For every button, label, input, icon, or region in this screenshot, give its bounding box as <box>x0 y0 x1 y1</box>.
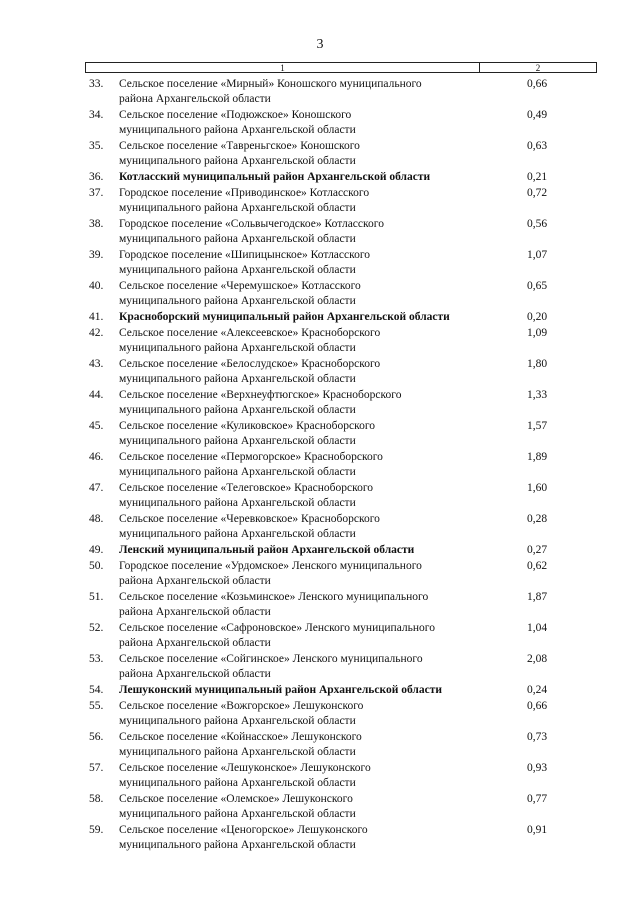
column-header-1: 1 <box>86 63 480 72</box>
row-value: 1,57 <box>527 420 548 432</box>
row-value: 0,66 <box>527 78 548 90</box>
row-value: 0,91 <box>527 824 548 836</box>
table-row <box>85 699 597 730</box>
row-value: 0,20 <box>527 311 548 323</box>
table-row <box>85 792 597 823</box>
table-row <box>85 450 597 481</box>
table-row <box>85 388 597 419</box>
column-header-2: 2 <box>535 63 541 73</box>
row-number: 40. <box>89 280 104 292</box>
row-name: Сельское поселение «Тавреньгское» Коношского муниципального района Архангельской области <box>119 140 360 167</box>
row-name: Сельское поселение «Сойгинское» Ленского муниципального района Архангельской области <box>119 653 423 680</box>
table-row <box>85 419 597 450</box>
table-row <box>85 186 597 217</box>
row-value: 0,62 <box>527 560 548 572</box>
row-name: Сельское поселение «Черевковское» Красноборского муниципального района Архангельской области <box>119 513 380 540</box>
row-name: Сельское поселение «Верхнеуфтюгское» Красноборского муниципального района Архангельской области <box>119 389 402 416</box>
row-name: Сельское поселение «Алексеевское» Красноборского муниципального района Архангельской области <box>119 327 381 354</box>
page-number: 3 <box>316 37 324 52</box>
row-value: 1,33 <box>527 389 548 401</box>
row-number: 39. <box>89 249 104 261</box>
row-name: Ленский муниципальный район Архангельской области <box>119 544 415 556</box>
row-value: 0,27 <box>527 544 548 556</box>
row-name: Сельское поселение «Подюжское» Коношского муниципального района Архангельской области <box>119 109 356 136</box>
row-number: 34. <box>89 109 104 121</box>
row-number: 46. <box>89 451 104 463</box>
table-row <box>85 357 597 388</box>
table-row <box>85 823 597 854</box>
row-name: Сельское поселение «Белослудское» Красноборского муниципального района Архангельской области <box>119 358 381 385</box>
row-number: 52. <box>89 622 104 634</box>
row-value: 1,04 <box>527 622 548 634</box>
row-number: 55. <box>89 700 104 712</box>
table-row <box>85 279 597 310</box>
table-row <box>85 139 597 170</box>
row-number: 57. <box>89 762 104 774</box>
row-number: 41. <box>89 311 104 323</box>
table-row <box>85 326 597 357</box>
row-number: 51. <box>89 591 104 603</box>
row-name: Городское поселение «Урдомское» Ленского муниципального района Архангельской области <box>119 560 422 587</box>
table-row <box>85 761 597 792</box>
row-number: 53. <box>89 653 104 665</box>
row-value: 1,09 <box>527 327 548 339</box>
row-value: 0,21 <box>527 171 548 183</box>
row-value: 0,66 <box>527 700 548 712</box>
row-number: 45. <box>89 420 104 432</box>
row-value: 0,56 <box>527 218 548 230</box>
table-row <box>85 559 597 590</box>
row-number: 42. <box>89 327 104 339</box>
row-value: 1,80 <box>527 358 548 370</box>
row-number: 33. <box>89 78 104 90</box>
row-value: 0,77 <box>527 793 548 805</box>
row-value: 0,49 <box>527 109 548 121</box>
row-name: Лешуконский муниципальный район Архангельской области <box>119 684 442 696</box>
row-name: Городское поселение «Сольвычегодское» Котласского муниципального района Архангельской области <box>119 218 384 245</box>
row-name: Сельское поселение «Куликовское» Красноборского муниципального района Архангельской области <box>119 420 376 447</box>
row-value: 1,60 <box>527 482 548 494</box>
row-number: 50. <box>89 560 104 572</box>
table-header <box>85 62 597 73</box>
row-name: Сельское поселение «Ценогорское» Лешуконского муниципального района Архангельской области <box>119 824 368 851</box>
row-value: 0,73 <box>527 731 548 743</box>
row-name: Сельское поселение «Черемушское» Котласского муниципального района Архангельской области <box>119 280 361 307</box>
row-number: 38. <box>89 218 104 230</box>
row-name: Сельское поселение «Вожгорское» Лешуконского муниципального района Архангельской области <box>119 700 364 727</box>
row-number: 35. <box>89 140 104 152</box>
row-value: 1,89 <box>527 451 548 463</box>
table-row <box>85 512 597 543</box>
row-number: 36. <box>89 171 104 183</box>
table-row <box>85 652 597 683</box>
row-number: 54. <box>89 684 104 696</box>
table-row <box>85 590 597 621</box>
row-value: 0,28 <box>527 513 548 525</box>
table-row <box>85 108 597 139</box>
row-value: 0,65 <box>527 280 548 292</box>
row-number: 43. <box>89 358 104 370</box>
row-name: Сельское поселение «Олемское» Лешуконского муниципального района Архангельской области <box>119 793 356 820</box>
row-value: 0,63 <box>527 140 548 152</box>
row-value: 1,87 <box>527 591 548 603</box>
row-value: 1,07 <box>527 249 548 261</box>
row-value: 0,24 <box>527 684 548 696</box>
row-name: Сельское поселение «Сафроновское» Ленского муниципального района Архангельской области <box>119 622 435 649</box>
table-row <box>85 217 597 248</box>
table-row <box>85 170 597 186</box>
table-row <box>85 310 597 326</box>
row-name: Городское поселение «Приводинское» Котласского муниципального района Архангельской области <box>119 187 370 214</box>
row-number: 49. <box>89 544 104 556</box>
row-name: Сельское поселение «Койнасское» Лешуконского муниципального района Архангельской области <box>119 731 362 758</box>
table-row <box>85 683 597 699</box>
row-number: 59. <box>89 824 104 836</box>
table-row <box>85 543 597 559</box>
table-row <box>85 621 597 652</box>
row-name: Сельское поселение «Козьминское» Ленского муниципального района Архангельской области <box>119 591 429 618</box>
table-row <box>85 481 597 512</box>
row-number: 47. <box>89 482 104 494</box>
data-table <box>85 62 597 854</box>
row-name: Сельское поселение «Лешуконское» Лешуконского муниципального района Архангельской области <box>119 762 371 789</box>
row-name: Сельское поселение «Пермогорское» Красноборского муниципального района Архангельской области <box>119 451 383 478</box>
row-name: Сельское поселение «Мирный» Коношского муниципального района Архангельской области <box>119 78 422 105</box>
row-number: 58. <box>89 793 104 805</box>
row-number: 44. <box>89 389 104 401</box>
row-name: Сельское поселение «Телеговское» Красноборского муниципального района Архангельской области <box>119 482 374 509</box>
table-row <box>85 730 597 761</box>
table-row <box>85 248 597 279</box>
row-name: Красноборский муниципальный район Архангельской области <box>119 311 450 323</box>
row-name: Городское поселение «Шипицынское» Котласского муниципального района Архангельской области <box>119 249 371 276</box>
table-row <box>85 77 597 108</box>
row-value: 0,72 <box>527 187 548 199</box>
row-value: 2,08 <box>527 653 548 665</box>
row-number: 56. <box>89 731 104 743</box>
row-name: Котласский муниципальный район Архангельской области <box>119 171 431 183</box>
table-body <box>85 77 597 854</box>
row-number: 48. <box>89 513 104 525</box>
row-value: 0,93 <box>527 762 548 774</box>
row-number: 37. <box>89 187 104 199</box>
